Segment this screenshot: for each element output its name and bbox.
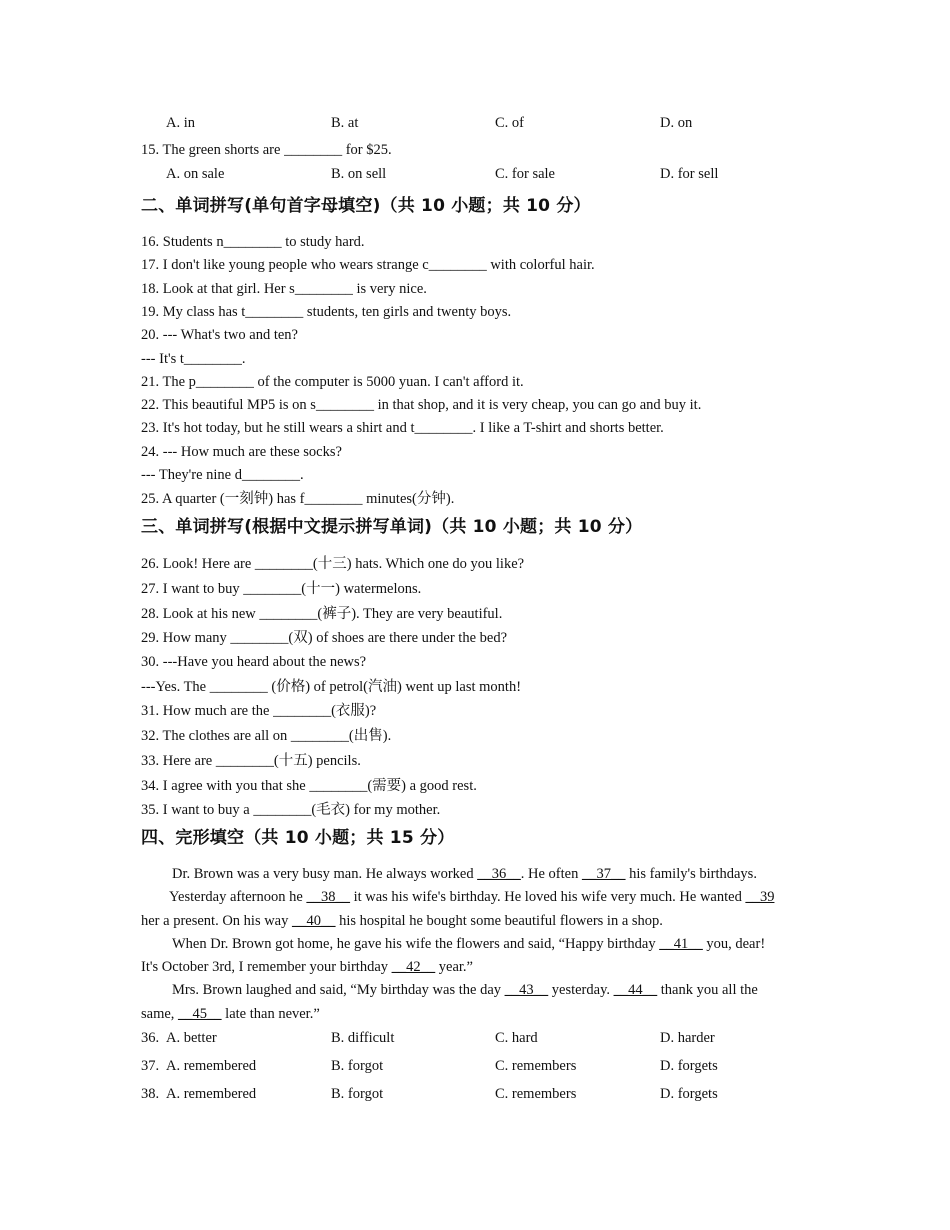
passage-line: When Dr. Brown got home, he gave his wife the flowers and said, “Happy birthday __41__ you, dear! [172,936,766,952]
question-line: ---Yes. The ________ (价格) of petrol(汽油) went up last month! [141,679,522,695]
question-line: 18. Look at that girl. Her s________ is very nice. [141,281,427,297]
question-line: 29. How many ________(双) of shoes are there under the bed? [141,630,508,646]
option-c: C. hard [495,1030,538,1046]
blank-39: __39 [745,889,775,905]
question-line: 28. Look at his new ________(裤子). They are very beautiful. [141,606,503,622]
question-line: 23. It's hot today, but he still wears a shirt and t________. I like a T-shirt and shorts better. [141,420,664,436]
question-number: 37. [141,1058,160,1074]
section-3-title: 三、单词拼写(根据中文提示拼写单词)（共 10 小题；共 10 分） [141,517,643,537]
option-a: A. on sale [166,166,225,182]
option-b: B. on sell [331,166,387,182]
question-line: 27. I want to buy ________(十一) watermelons. [141,581,422,597]
question-line: 33. Here are ________(十五) pencils. [141,753,361,769]
question-line: 22. This beautiful MP5 is on s________ in that shop, and it is very cheap, you can go and buy it. [141,397,702,413]
question-line: 24. --- How much are these socks? [141,444,342,460]
option-c: C. remembers [495,1058,577,1074]
question-line: --- It's t________. [141,351,246,367]
question-line: 20. --- What's two and ten? [141,327,298,343]
blank-38: __38__ [306,889,350,905]
question-line: 16. Students n________ to study hard. [141,234,365,250]
passage-line: Yesterday afternoon he __38__ it was his wife's birthday. He loved his wife very much. He wanted __39 [169,889,775,905]
option-c: C. of [495,115,524,131]
passage-line: Dr. Brown was a very busy man. He always worked __36__. He often __37__ his family's birthdays. [172,866,757,882]
option-b: B. difficult [331,1030,395,1046]
blank-42: __42__ [391,959,436,975]
q15-options [0,165,950,185]
passage-line: her a present. On his way __40__ his hospital he bought some beautiful flowers in a shop. [141,913,663,929]
blank-40: __40__ [292,913,336,929]
blank-44: __44__ [613,982,658,998]
question-line: 34. I agree with you that she ________(需要) a good rest. [141,778,477,794]
section-2-title: 二、单词拼写(单句首字母填空)（共 10 小题；共 10 分） [141,196,591,216]
option-b: B. forgot [331,1086,384,1102]
question-number: 38. [141,1086,160,1102]
blank-36: __36__ [477,866,521,882]
option-d: D. for sell [660,166,719,182]
question-line: 30. ---Have you heard about the news? [141,654,367,670]
option-b: B. at [331,115,359,131]
question-38-options [0,1085,950,1105]
question-line: 35. I want to buy a ________(毛衣) for my mother. [141,802,441,818]
option-d: D. on [660,115,693,131]
question-line: --- They're nine d________. [141,467,304,483]
option-a: A. remembered [166,1086,257,1102]
option-a: A. remembered [166,1058,257,1074]
option-c: C. remembers [495,1086,577,1102]
question-15: 15. The green shorts are ________ for $25. [141,142,392,158]
question-line: 19. My class has t________ students, ten girls and twenty boys. [141,304,512,320]
question-line: 17. I don't like young people who wears strange c________ with colorful hair. [141,257,595,273]
option-d: D. forgets [660,1086,718,1102]
blank-45: __45__ [178,1006,222,1022]
option-a: A. in [166,115,195,131]
question-37-options [0,1057,950,1077]
passage-line: It's October 3rd, I remember your birthday __42__ year.” [141,959,473,975]
option-b: B. forgot [331,1058,384,1074]
question-line: 21. The p________ of the computer is 5000 yuan. I can't afford it. [141,374,524,390]
question-line: 32. The clothes are all on ________(出售). [141,728,392,744]
question-line: 26. Look! Here are ________(十三) hats. Which one do you like? [141,556,525,572]
blank-41: __41__ [659,936,703,952]
blank-37: __37__ [581,866,626,882]
question-line: 25. A quarter (一刻钟) has f________ minutes(分钟). [141,491,455,507]
option-d: D. harder [660,1030,715,1046]
option-c: C. for sale [495,166,555,182]
option-a: A. better [166,1030,217,1046]
question-line: 31. How much are the ________(衣服)? [141,703,377,719]
question-36-options [0,1029,950,1049]
passage-line: Mrs. Brown laughed and said, “My birthday was the day __43__ yesterday. __44__ thank you all the [172,982,758,998]
question-number: 36. [141,1030,160,1046]
q14-options [0,114,950,134]
option-d: D. forgets [660,1058,718,1074]
passage-line: same, __45__ late than never.” [141,1006,320,1022]
blank-43: __43__ [504,982,549,998]
section-4-title: 四、完形填空（共 10 小题；共 15 分） [141,828,455,848]
